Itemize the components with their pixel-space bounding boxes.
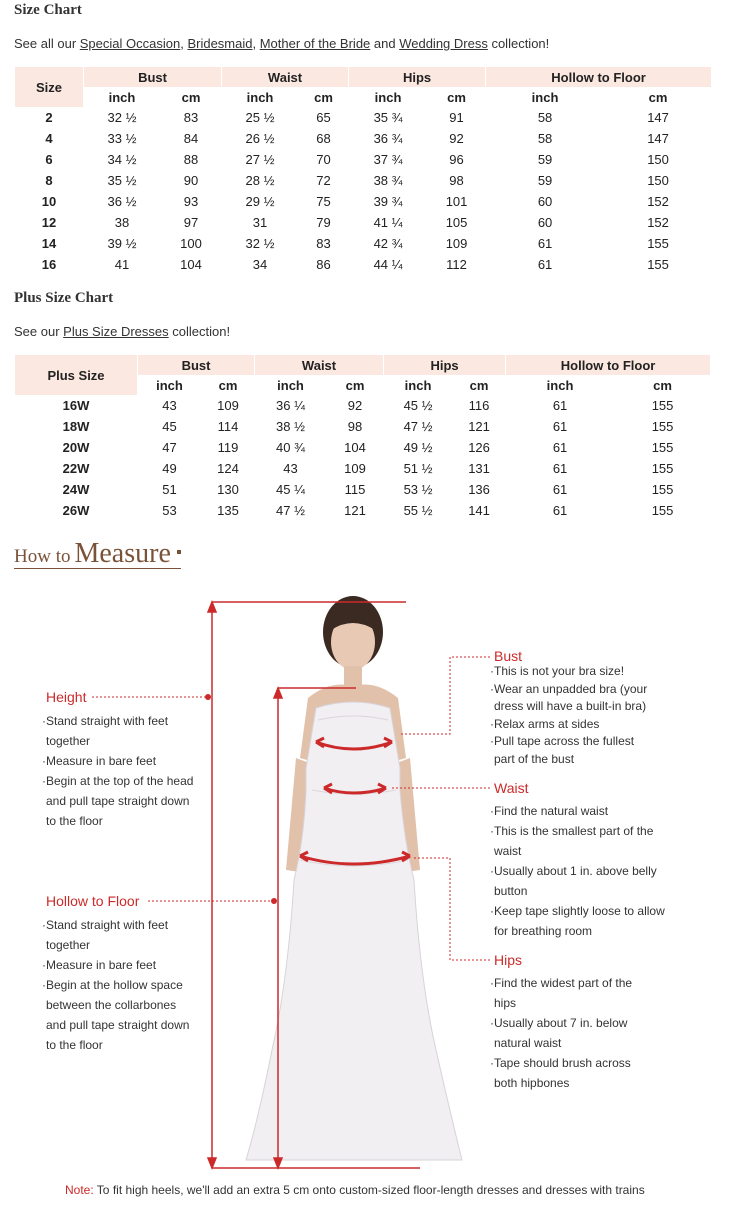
- instruction-text: between the collarbones: [46, 998, 177, 1012]
- instruction-item: [490, 716, 647, 734]
- value-cell: 36 ¼: [255, 395, 326, 416]
- value-cell: 112: [446, 257, 467, 272]
- measure-figure: [0, 580, 731, 1180]
- value-cell: 104: [180, 257, 202, 272]
- unit-header: cm: [202, 375, 254, 395]
- how-to-measure-heading: [14, 538, 181, 569]
- size-cell: 24W: [15, 479, 137, 500]
- link-bridesmaid[interactable]: Bridesmaid: [187, 36, 253, 51]
- value-cell: 51 ½: [384, 458, 452, 479]
- size-cell: 18W: [15, 416, 137, 437]
- bust-header: Bust: [138, 355, 254, 375]
- unit-header: cm: [453, 375, 505, 395]
- bullet-mark: ·: [42, 978, 46, 992]
- bust-header: Bust: [84, 67, 221, 87]
- value-cell: 41 ¼: [349, 212, 427, 233]
- bullet-mark: ·: [490, 864, 494, 878]
- instruction-text: Find the natural waist: [494, 804, 609, 818]
- value-cell: 61: [506, 395, 614, 416]
- value-cell: 45: [138, 416, 201, 437]
- instruction-text: Keep tape slightly loose to allow: [494, 904, 665, 918]
- value-cell: 68: [316, 131, 331, 146]
- instruction-text: part of the bust: [494, 751, 575, 766]
- bullet-mark: ·: [490, 824, 494, 838]
- value-cell: 47 ½: [384, 416, 452, 437]
- value-cell: 147: [647, 110, 669, 125]
- value-cell: 33 ½: [84, 128, 160, 149]
- value-cell: 47 ½: [255, 500, 326, 521]
- value-cell: 141: [468, 503, 490, 518]
- plus-size-row: [15, 395, 710, 416]
- value-cell: 25 ½: [222, 107, 298, 128]
- value-cell: 49 ½: [384, 437, 452, 458]
- instruction-item: [42, 935, 189, 955]
- unit-header: inch: [506, 375, 614, 395]
- unit-header: inch: [222, 87, 298, 107]
- size-cell: 8: [15, 170, 83, 191]
- value-cell: 60: [486, 212, 604, 233]
- instruction-text: Usually about 7 in. below: [494, 1016, 628, 1030]
- size-cell: 16: [15, 254, 83, 275]
- value-cell: 155: [651, 440, 674, 455]
- intro-and: and: [370, 36, 400, 51]
- plus-size-row: [15, 500, 710, 521]
- instruction-item: [490, 821, 665, 841]
- value-cell: 39 ¾: [349, 191, 427, 212]
- hollow-dot: [271, 898, 277, 904]
- value-cell: 61: [486, 233, 604, 254]
- unit-header: cm: [299, 87, 348, 107]
- bust-instructions: [490, 663, 647, 768]
- note-text: To fit high heels, we'll add an extra 5 cm onto custom-sized floor-length dresses and dresses with trains: [93, 1183, 645, 1197]
- value-cell: 126: [468, 440, 490, 455]
- value-cell: 26 ½: [222, 128, 298, 149]
- value-cell: 61: [506, 416, 614, 437]
- value-cell: 43: [255, 458, 326, 479]
- instruction-text: to the floor: [46, 1038, 103, 1052]
- instruction-text: together: [46, 938, 91, 952]
- value-cell: 147: [647, 131, 669, 146]
- value-cell: 28 ½: [222, 170, 298, 191]
- instruction-text: and pull tape straight down: [46, 1018, 190, 1032]
- plus-size-header: Plus Size: [15, 355, 137, 395]
- instruction-item: [490, 881, 665, 901]
- how-to-text: How to: [14, 546, 71, 567]
- note: [65, 1183, 645, 1197]
- value-cell: 131: [468, 461, 490, 476]
- value-cell: 40 ¾: [255, 437, 326, 458]
- instruction-item: [490, 751, 647, 769]
- value-cell: 42 ¾: [349, 233, 427, 254]
- value-cell: 34 ½: [84, 149, 160, 170]
- instruction-text: Relax arms at sides: [494, 716, 600, 731]
- value-cell: 109: [344, 461, 366, 476]
- instruction-item: [490, 681, 647, 699]
- size-row: [15, 128, 711, 149]
- value-cell: 36 ¾: [349, 128, 427, 149]
- value-cell: 155: [651, 482, 674, 497]
- value-cell: 49: [138, 458, 201, 479]
- value-cell: 58: [486, 107, 604, 128]
- instruction-text: to the floor: [46, 814, 103, 828]
- link-special-occasion[interactable]: Special Occasion: [79, 36, 181, 51]
- instruction-text: This is the smallest part of the: [494, 824, 654, 838]
- value-cell: 86: [316, 257, 331, 272]
- instruction-text: Usually about 1 in. above belly: [494, 864, 657, 878]
- bullet-mark: ·: [490, 1016, 494, 1030]
- link-plus-size-dresses[interactable]: Plus Size Dresses: [63, 324, 169, 339]
- value-cell: 101: [445, 194, 468, 209]
- value-cell: 72: [316, 173, 331, 188]
- size-row: [15, 212, 711, 233]
- instruction-item: [490, 973, 632, 993]
- value-cell: 98: [347, 419, 363, 434]
- value-cell: 136: [468, 482, 490, 497]
- value-cell: 75: [316, 194, 331, 209]
- bullet-mark: ·: [490, 804, 494, 818]
- instruction-text: Wear an unpadded bra (your: [494, 681, 648, 696]
- instruction-item: [42, 915, 189, 935]
- value-cell: 65: [316, 110, 331, 125]
- size-cell: 2: [15, 107, 83, 128]
- bullet-mark: ·: [490, 904, 494, 918]
- instruction-text: Stand straight with feet: [46, 714, 169, 728]
- unit-header: cm: [161, 87, 221, 107]
- value-cell: 45 ¼: [255, 479, 326, 500]
- size-row: [15, 149, 711, 170]
- bullet-mark: ·: [42, 714, 46, 728]
- instruction-text: Measure in bare feet: [46, 754, 157, 768]
- value-cell: 83: [316, 236, 331, 251]
- value-cell: 155: [647, 236, 669, 251]
- value-cell: 150: [647, 152, 669, 167]
- instruction-item: [42, 955, 189, 975]
- instruction-item: [42, 975, 189, 995]
- instruction-item: [42, 1035, 189, 1055]
- value-cell: 116: [468, 398, 490, 413]
- value-cell: 60: [486, 191, 604, 212]
- value-cell: 35 ½: [84, 170, 160, 191]
- plus-size-row: [15, 479, 710, 500]
- plus-size-row: [15, 437, 710, 458]
- size-chart-table: [14, 67, 712, 275]
- value-cell: 96: [449, 152, 464, 167]
- instruction-item: [490, 993, 632, 1013]
- value-cell: 61: [506, 437, 614, 458]
- hips-instructions: [490, 973, 632, 1093]
- size-row: [15, 170, 711, 191]
- size-cell: 26W: [15, 500, 137, 521]
- instruction-text: Begin at the top of the head: [46, 774, 194, 788]
- plus-chart-intro: [14, 324, 230, 339]
- bullet-mark: ·: [42, 958, 46, 972]
- size-cell: 6: [15, 149, 83, 170]
- unit-header: cm: [428, 87, 485, 107]
- link-wedding-dress[interactable]: Wedding Dress: [399, 36, 488, 51]
- unit-header: cm: [327, 375, 383, 395]
- value-cell: 31: [222, 212, 298, 233]
- instruction-text: and pull tape straight down: [46, 794, 190, 808]
- value-cell: 121: [468, 419, 490, 434]
- size-cell: 20W: [15, 437, 137, 458]
- value-cell: 32 ½: [84, 107, 160, 128]
- instruction-text: This is not your bra size!: [494, 664, 625, 678]
- unit-header: inch: [349, 87, 427, 107]
- instruction-item: [490, 841, 665, 861]
- value-cell: 90: [183, 173, 199, 188]
- instruction-item: [490, 1053, 632, 1073]
- size-chart-title: Size Chart: [14, 2, 82, 18]
- value-cell: 32 ½: [222, 233, 298, 254]
- value-cell: 92: [347, 398, 363, 413]
- value-cell: 104: [344, 440, 366, 455]
- value-cell: 38 ¾: [349, 170, 427, 191]
- value-cell: 88: [183, 152, 199, 167]
- height-instructions: [42, 711, 193, 831]
- value-cell: 34: [222, 254, 298, 275]
- bullet-mark: ·: [490, 681, 494, 696]
- value-cell: 98: [449, 173, 464, 188]
- instruction-text: hips: [494, 996, 517, 1010]
- bust-label: Bust: [494, 648, 523, 664]
- instruction-item: [490, 1073, 632, 1093]
- size-cell: 12: [15, 212, 83, 233]
- value-cell: 92: [449, 131, 464, 146]
- value-cell: 155: [651, 398, 674, 413]
- value-cell: 39 ½: [84, 233, 160, 254]
- bullet-mark: ·: [490, 734, 494, 748]
- value-cell: 27 ½: [222, 149, 298, 170]
- instruction-item: [490, 663, 647, 681]
- value-cell: 38 ½: [255, 416, 326, 437]
- value-cell: 37 ¾: [349, 149, 427, 170]
- instruction-item: [42, 711, 193, 731]
- instruction-item: [490, 921, 665, 941]
- instruction-item: [490, 901, 665, 921]
- instruction-text: button: [494, 884, 528, 898]
- value-cell: 43: [138, 395, 201, 416]
- instruction-text: together: [46, 734, 91, 748]
- instruction-item: [490, 861, 665, 881]
- intro-text: See all our: [14, 36, 80, 51]
- size-cell: 10: [15, 191, 83, 212]
- intro-sep: ,: [180, 36, 188, 51]
- intro-text: See our: [14, 324, 64, 339]
- value-cell: 29 ½: [222, 191, 298, 212]
- size-cell: 16W: [15, 395, 137, 416]
- instruction-item: [42, 995, 189, 1015]
- value-cell: 155: [651, 461, 674, 476]
- instruction-text: waist: [494, 844, 522, 858]
- value-cell: 119: [217, 440, 239, 455]
- bullet-mark: ·: [42, 754, 46, 768]
- value-cell: 36 ½: [84, 191, 160, 212]
- value-cell: 121: [344, 503, 366, 518]
- heading-dot: [177, 550, 181, 554]
- bullet-mark: ·: [490, 664, 494, 678]
- value-cell: 70: [316, 152, 331, 167]
- value-cell: 124: [217, 461, 239, 476]
- value-cell: 41: [84, 254, 160, 275]
- size-row: [15, 233, 711, 254]
- value-cell: 91: [449, 110, 464, 125]
- unit-header: cm: [605, 87, 711, 107]
- size-chart-intro: [14, 36, 549, 51]
- value-cell: 61: [486, 254, 604, 275]
- unit-header: inch: [138, 375, 201, 395]
- plus-size-row: [15, 416, 710, 437]
- instruction-item: [42, 771, 193, 791]
- unit-header: cm: [615, 375, 710, 395]
- value-cell: 83: [183, 110, 199, 125]
- value-cell: 59: [486, 149, 604, 170]
- value-cell: 150: [647, 173, 669, 188]
- instruction-item: [490, 1033, 632, 1053]
- value-cell: 59: [486, 170, 604, 191]
- waist-header: Waist: [222, 67, 348, 87]
- bullet-mark: ·: [42, 774, 46, 788]
- hollow-header: Hollow to Floor: [506, 355, 710, 375]
- value-cell: 152: [647, 194, 669, 209]
- instruction-item: [490, 698, 647, 716]
- value-cell: 84: [183, 131, 199, 146]
- instruction-text: for breathing room: [494, 924, 593, 938]
- bullet-mark: ·: [490, 1056, 494, 1070]
- value-cell: 61: [506, 500, 614, 521]
- instruction-text: Find the widest part of the: [494, 976, 633, 990]
- size-row: [15, 107, 711, 128]
- value-cell: 155: [651, 503, 674, 518]
- value-cell: 38: [84, 212, 160, 233]
- bullet-mark: ·: [490, 716, 494, 731]
- instruction-text: natural waist: [494, 1036, 562, 1050]
- unit-header: inch: [384, 375, 452, 395]
- instruction-text: Begin at the hollow space: [46, 978, 183, 992]
- instruction-item: [42, 751, 193, 771]
- value-cell: 114: [217, 419, 239, 434]
- value-cell: 130: [217, 482, 239, 497]
- link-mother-of-the-bride[interactable]: Mother of the Bride: [259, 36, 371, 51]
- value-cell: 35 ¾: [349, 107, 427, 128]
- value-cell: 135: [217, 503, 239, 518]
- height-label: Height: [46, 689, 87, 705]
- bullet-mark: ·: [490, 976, 494, 990]
- plus-chart-title: Plus Size Chart: [14, 290, 114, 306]
- value-cell: 58: [486, 128, 604, 149]
- value-cell: 61: [506, 479, 614, 500]
- instruction-text: Measure in bare feet: [46, 958, 157, 972]
- value-cell: 53 ½: [384, 479, 452, 500]
- value-cell: 45 ½: [384, 395, 452, 416]
- instruction-item: [490, 1013, 632, 1033]
- value-cell: 93: [183, 194, 199, 209]
- plus-chart-table: [14, 355, 711, 521]
- instruction-item: [42, 1015, 189, 1035]
- value-cell: 53: [138, 500, 201, 521]
- value-cell: 109: [217, 398, 239, 413]
- plus-size-row: [15, 458, 710, 479]
- unit-header: inch: [84, 87, 160, 107]
- hips-header: Hips: [349, 67, 485, 87]
- instruction-text: Stand straight with feet: [46, 918, 169, 932]
- hollow-instructions: [42, 915, 189, 1055]
- hollow-to-floor-label: Hollow to Floor: [46, 893, 140, 909]
- instruction-item: [490, 733, 647, 751]
- value-cell: 55 ½: [384, 500, 452, 521]
- instruction-item: [490, 801, 665, 821]
- value-cell: 47: [138, 437, 201, 458]
- instruction-text: Pull tape across the fullest: [494, 734, 635, 748]
- height-dot: [205, 694, 211, 700]
- hollow-header: Hollow to Floor: [486, 67, 711, 87]
- size-row: [15, 191, 711, 212]
- value-cell: 44 ¼: [349, 254, 427, 275]
- size-row: [15, 254, 711, 275]
- instruction-text: both hipbones: [494, 1076, 570, 1090]
- value-cell: 97: [183, 215, 199, 230]
- size-header: Size: [15, 67, 83, 107]
- instruction-item: [42, 791, 193, 811]
- instruction-item: [42, 811, 193, 831]
- bullet-mark: ·: [42, 918, 46, 932]
- size-cell: 4: [15, 128, 83, 149]
- unit-header: inch: [255, 375, 326, 395]
- instruction-text: dress will have a built-in bra): [494, 699, 647, 713]
- waist-header: Waist: [255, 355, 383, 375]
- value-cell: 152: [647, 215, 669, 230]
- value-cell: 155: [651, 419, 674, 434]
- waist-instructions: [490, 801, 665, 941]
- value-cell: 51: [138, 479, 201, 500]
- measure-text: Measure: [74, 538, 171, 569]
- intro-sep: ,: [252, 36, 260, 51]
- intro-text: collection!: [487, 36, 550, 51]
- intro-text: collection!: [168, 324, 231, 339]
- value-cell: 105: [445, 215, 468, 230]
- size-cell: 22W: [15, 458, 137, 479]
- size-cell: 14: [15, 233, 83, 254]
- instruction-text: Tape should brush across: [494, 1056, 631, 1070]
- value-cell: 79: [316, 215, 331, 230]
- hips-header: Hips: [384, 355, 505, 375]
- unit-header: inch: [486, 87, 604, 107]
- value-cell: 109: [445, 236, 468, 251]
- instruction-item: [42, 731, 193, 751]
- note-label: Note:: [65, 1183, 94, 1197]
- value-cell: 115: [344, 482, 366, 497]
- hips-label: Hips: [494, 952, 523, 968]
- value-cell: 155: [647, 257, 669, 272]
- value-cell: 100: [180, 236, 202, 251]
- value-cell: 61: [506, 458, 614, 479]
- waist-label: Waist: [494, 780, 529, 796]
